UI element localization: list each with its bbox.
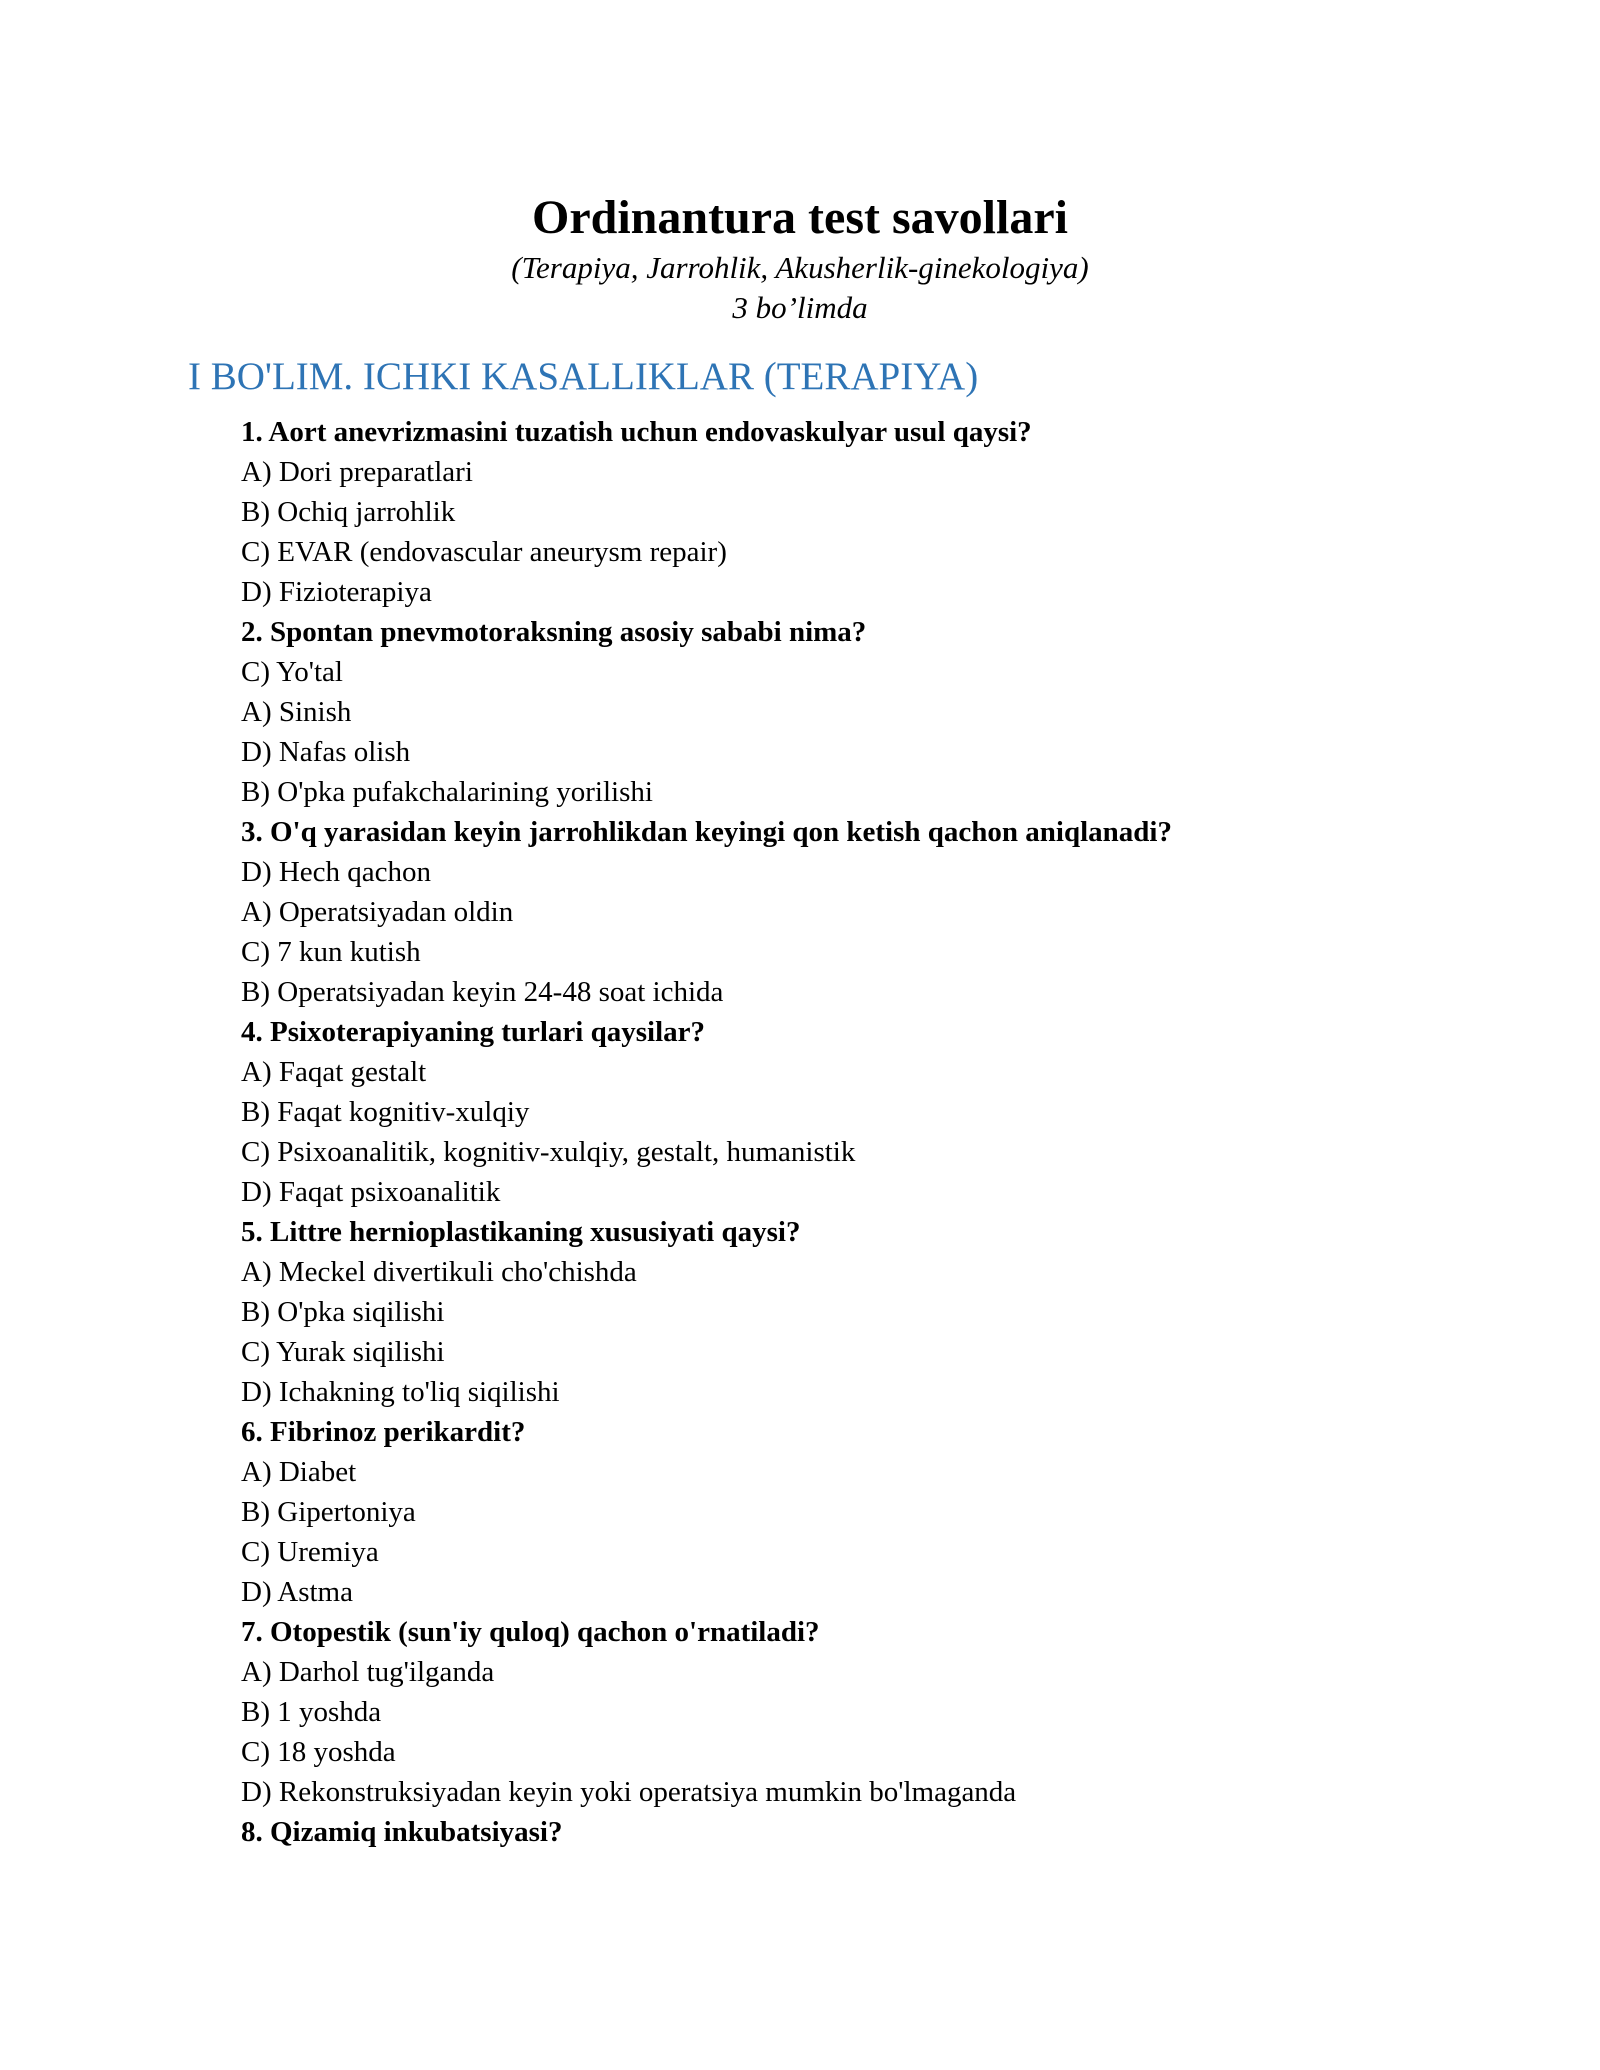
answer-option: C) Psixoanalitik, kognitiv-xulqiy, gestalt, humanistik	[241, 1136, 856, 1168]
question-8: 8. Qizamiq inkubatsiyasi?	[241, 1816, 563, 1848]
answer-option: D) Hech qachon	[241, 856, 432, 888]
document-subtitle-sections: 3 bo’limda	[732, 290, 868, 325]
answer-option: D) Ichakning to'liq siqilishi	[241, 1376, 560, 1408]
question-6: 6. Fibrinoz perikardit?	[241, 1416, 526, 1448]
answer-option: C) 7 kun kutish	[241, 936, 421, 968]
document-title: Ordinantura test savollari	[532, 191, 1068, 244]
answer-option: D) Nafas olish	[241, 736, 411, 768]
answer-option: B) Operatsiyadan keyin 24-48 soat ichida	[241, 976, 724, 1008]
answer-option: A) Sinish	[241, 696, 352, 728]
answer-option: B) Faqat kognitiv-xulqiy	[241, 1096, 530, 1128]
answer-option: B) O'pka siqilishi	[241, 1296, 445, 1328]
answer-option: D) Fizioterapiya	[241, 576, 432, 608]
answer-option: C) EVAR (endovascular aneurysm repair)	[241, 536, 727, 568]
answer-option: B) Gipertoniya	[241, 1496, 416, 1528]
answer-option: B) 1 yoshda	[241, 1696, 382, 1728]
answer-option: C) Yurak siqilishi	[241, 1336, 445, 1368]
answer-option: D) Astma	[241, 1576, 353, 1608]
question-list	[241, 412, 1441, 1852]
answer-option: A) Faqat gestalt	[241, 1056, 427, 1088]
answer-option: A) Darhol tug'ilganda	[241, 1656, 495, 1688]
answer-option: A) Dori preparatlari	[241, 456, 473, 488]
answer-option: C) Uremiya	[241, 1536, 379, 1568]
question-5: 5. Littre hernioplastikaning xususiyati qaysi?	[241, 1216, 801, 1248]
answer-option: C) 18 yoshda	[241, 1736, 396, 1768]
question-4: 4. Psixoterapiyaning turlari qaysilar?	[241, 1016, 705, 1048]
answer-option: A) Operatsiyadan oldin	[241, 896, 514, 928]
answer-option: C) Yo'tal	[241, 656, 343, 688]
answer-option: B) O'pka pufakchalarining yorilishi	[241, 776, 653, 808]
document-subtitle: (Terapiya, Jarrohlik, Akusherlik-ginekologiya)	[511, 250, 1089, 285]
answer-option: D) Rekonstruksiyadan keyin yoki operatsiya mumkin bo'lmaganda	[241, 1776, 1017, 1808]
question-3: 3. O'q yarasidan keyin jarrohlikdan keyingi qon ketish qachon aniqlanadi?	[241, 816, 1172, 848]
question-7: 7. Otopestik (sun'iy quloq) qachon o'rnatiladi?	[241, 1616, 820, 1648]
answer-option: A) Meckel divertikuli cho'chishda	[241, 1256, 637, 1288]
answer-option: D) Faqat psixoanalitik	[241, 1176, 501, 1208]
answer-option: A) Diabet	[241, 1456, 357, 1488]
section-heading: I BO'LIM. ICHKI KASALLIKLAR (TERAPIYA)	[188, 355, 979, 398]
question-1: 1. Aort anevrizmasini tuzatish uchun endovaskulyar usul qaysi?	[241, 416, 1032, 448]
answer-option: B) Ochiq jarrohlik	[241, 496, 456, 528]
question-2: 2. Spontan pnevmotoraksning asosiy sababi nima?	[241, 616, 867, 648]
